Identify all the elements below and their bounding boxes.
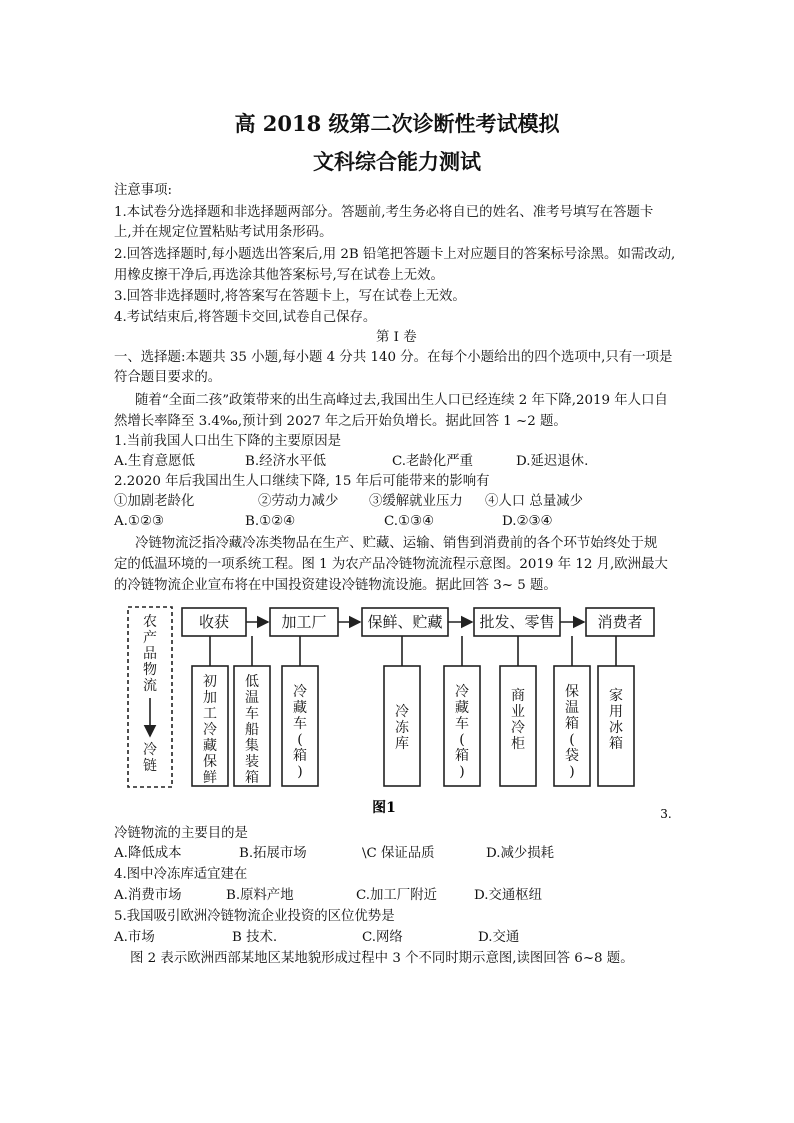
facility-char: 车 (245, 706, 259, 722)
question-2-option-b: B.①②④ (245, 514, 296, 529)
question-1-stem: 1.当前我国人口出生下降的主要原因是 (114, 434, 342, 449)
question-3-option-b: B.拓展市场 (239, 846, 307, 861)
question-2-option-a: A.①②③ (114, 514, 164, 529)
facility-char: 箱 (609, 736, 623, 752)
question-2-option-c: C.①③④ (384, 514, 435, 529)
question-4-option-a: A.消费市场 (114, 888, 182, 903)
passage-2-line-2: 定的低温环境的一项系统工程。图 1 为农产品冷链物流流程示意图。2019 年 12 月,欧洲最大 (114, 557, 668, 572)
notice-item-3: 3.回答非选择题时,将答案写在答题卡上，写在试卷上无效。 (114, 289, 466, 304)
section-intro-line-2: 符合题目要求的。 (114, 370, 222, 385)
question-2-statement-1: ①加剧老龄化 (114, 494, 195, 509)
question-2-option-d: D.②③④ (502, 514, 553, 529)
facility-char: ( (569, 732, 575, 748)
question-2-statement-2: ②劳动力减少 (258, 494, 339, 509)
facility-char: 冷 (395, 704, 409, 720)
passage-2-line-3: 的冷链物流企业宣布将在中国投资建设冷链物流设施。据此回答 3~ 5 题。 (114, 578, 557, 593)
facility-char: 库 (395, 736, 409, 752)
question-3-option-d: D.减少损耗 (486, 846, 555, 861)
left-label-char: 链 (143, 758, 157, 774)
page-marker: 3. (660, 807, 672, 821)
facility-char: 集 (245, 738, 259, 754)
facility-char: 温 (565, 700, 579, 716)
question-4-option-c: C.加工厂附近 (356, 888, 437, 903)
question-1-option-a: A.生育意愿低 (114, 454, 195, 469)
facility-char: ( (297, 732, 303, 748)
question-2-statement-4: ④人口 总量减少 (485, 494, 583, 509)
stage-label-retail: 批发、零售 (479, 613, 555, 631)
left-label-char: 品 (143, 646, 157, 662)
facility-char: 冷 (293, 684, 307, 700)
volume-label: 第 I 卷 (376, 330, 417, 345)
question-4-option-b: B.原料产地 (226, 888, 294, 903)
facility-char: 冷 (511, 720, 525, 736)
question-3-option-c: \C 保证品质 (362, 846, 435, 861)
facility-char: 车 (455, 716, 469, 732)
section-intro-line-1: 一、选择题:本题共 35 小题,每小题 4 分共 140 分。在每个小题给出的四个选项中,只有一项是 (114, 350, 673, 365)
question-1-option-c: C.老龄化严重 (392, 454, 473, 469)
passage-1-line-1: 随着“全面二孩”政策带来的出生高峰过去,我国出生人口已经连续 2 年下降,2019 年人口自 (135, 393, 668, 408)
stage-label-factory: 加工厂 (281, 613, 327, 631)
question-1-option-b: B.经济水平低 (245, 454, 327, 469)
facility-char: 冷 (455, 684, 469, 700)
facility-char: 用 (609, 704, 623, 720)
notice-item-1-line-1: 1.本试卷分选择题和非选择题两部分。答题前,考生务必将自已的姓名、准考号填写在答题卡 (114, 205, 654, 220)
left-label-char: 流 (143, 678, 157, 694)
facility-char: ) (569, 764, 575, 780)
passage-1-line-2: 然增长率降至 3.4‰,预计到 2027 年之后开始负增长。据此回答 1 ~2 题。 (114, 414, 567, 429)
facility-char: ) (459, 764, 465, 780)
facility-char: 车 (293, 716, 307, 732)
facility-char: 加 (203, 690, 217, 706)
facility-char: 装 (245, 754, 259, 770)
notice-item-2-line-2: 用橡皮擦干净后,再选涂其他答案标号,写在试卷上无效。 (114, 268, 444, 283)
facility-char: 柜 (511, 736, 525, 752)
notice-item-4: 4.考试结束后,将答题卡交回,试卷自己保存。 (114, 310, 377, 325)
passage-2-line-1: 冷链物流泛指冷藏冷冻类物品在生产、贮藏、运输、销售到消费前的各个环节始终处于规 (135, 536, 658, 551)
facility-char: 箱 (293, 748, 307, 764)
facility-char: 袋 (565, 748, 579, 764)
stage-label-consumer: 消费者 (597, 613, 643, 631)
question-4-stem: 4.图中冷冻库适宜建在 (114, 867, 248, 882)
question-5-option-d: D.交通 (478, 930, 520, 945)
question-3-stem: 冷链物流的主要目的是 (114, 826, 248, 841)
facility-char: 冷 (203, 722, 217, 738)
facility-char: 藏 (203, 738, 217, 754)
facility-char: 初 (203, 674, 217, 690)
stage-label-storage: 保鲜、贮藏 (367, 613, 443, 631)
facility-char: 家 (609, 688, 623, 704)
question-5-option-c: C.网络 (362, 930, 403, 945)
cold-chain-flow-diagram (114, 600, 680, 824)
left-label-char: 冷 (143, 742, 157, 758)
left-label-char: 物 (143, 662, 157, 678)
facility-char: 箱 (245, 770, 259, 786)
question-5-stem: 5.我国吸引欧洲冷链物流企业投资的区位优势是 (114, 909, 395, 924)
question-2-stem: 2.2020 年后我国出生人口继续下降, 15 年后可能带来的影响有 (114, 474, 490, 489)
facility-char: 冻 (395, 720, 409, 736)
exam-title: 高 2018 级第二次诊断性考试模拟 (234, 111, 560, 136)
question-2-statement-3: ③缓解就业压力 (369, 494, 463, 509)
facility-char: 商 (511, 688, 525, 704)
notice-heading: 注意事项: (114, 183, 173, 198)
left-label-char: 产 (143, 630, 157, 646)
facility-char: 保 (565, 684, 579, 700)
figure-caption: 图1 (372, 800, 396, 816)
facility-char: 温 (245, 690, 259, 706)
left-label-char: 农 (143, 614, 157, 630)
question-4-option-d: D.交通枢纽 (474, 888, 543, 903)
question-5-option-a: A.市场 (114, 930, 155, 945)
facility-char: 藏 (293, 700, 307, 716)
facility-char: 箱 (565, 716, 579, 732)
facility-char: 业 (511, 704, 525, 720)
facility-char: ) (297, 764, 303, 780)
facility-char: 藏 (455, 700, 469, 716)
facility-char: 工 (203, 706, 217, 722)
facility-char: ( (459, 732, 465, 748)
facility-char: 箱 (455, 748, 469, 764)
question-1-option-d: D.延迟退休. (516, 454, 589, 469)
question-3-option-a: A.降低成本 (114, 846, 182, 861)
notice-item-1-line-2: 上,并在规定位置粘贴考试用条形码。 (114, 225, 333, 240)
exam-subtitle: 文科综合能力测试 (313, 149, 481, 174)
facility-char: 保 (203, 754, 217, 770)
facility-char: 低 (245, 674, 259, 690)
stage-label-harvest: 收获 (198, 613, 230, 631)
passage-3-line-1: 图 2 表示欧洲西部某地区某地貌形成过程中 3 个不同时期示意图,读图回答 6~8 题。 (130, 951, 634, 966)
facility-char: 船 (245, 722, 259, 738)
question-5-option-b: B 技术. (232, 930, 278, 945)
facility-char: 鲜 (203, 770, 217, 786)
notice-item-2-line-1: 2.回答选择题时,每小题选出答案后,用 2B 铅笔把答题卡上对应题目的答案标号涂黑。如需改动, (114, 247, 676, 262)
facility-char: 冰 (609, 720, 623, 736)
